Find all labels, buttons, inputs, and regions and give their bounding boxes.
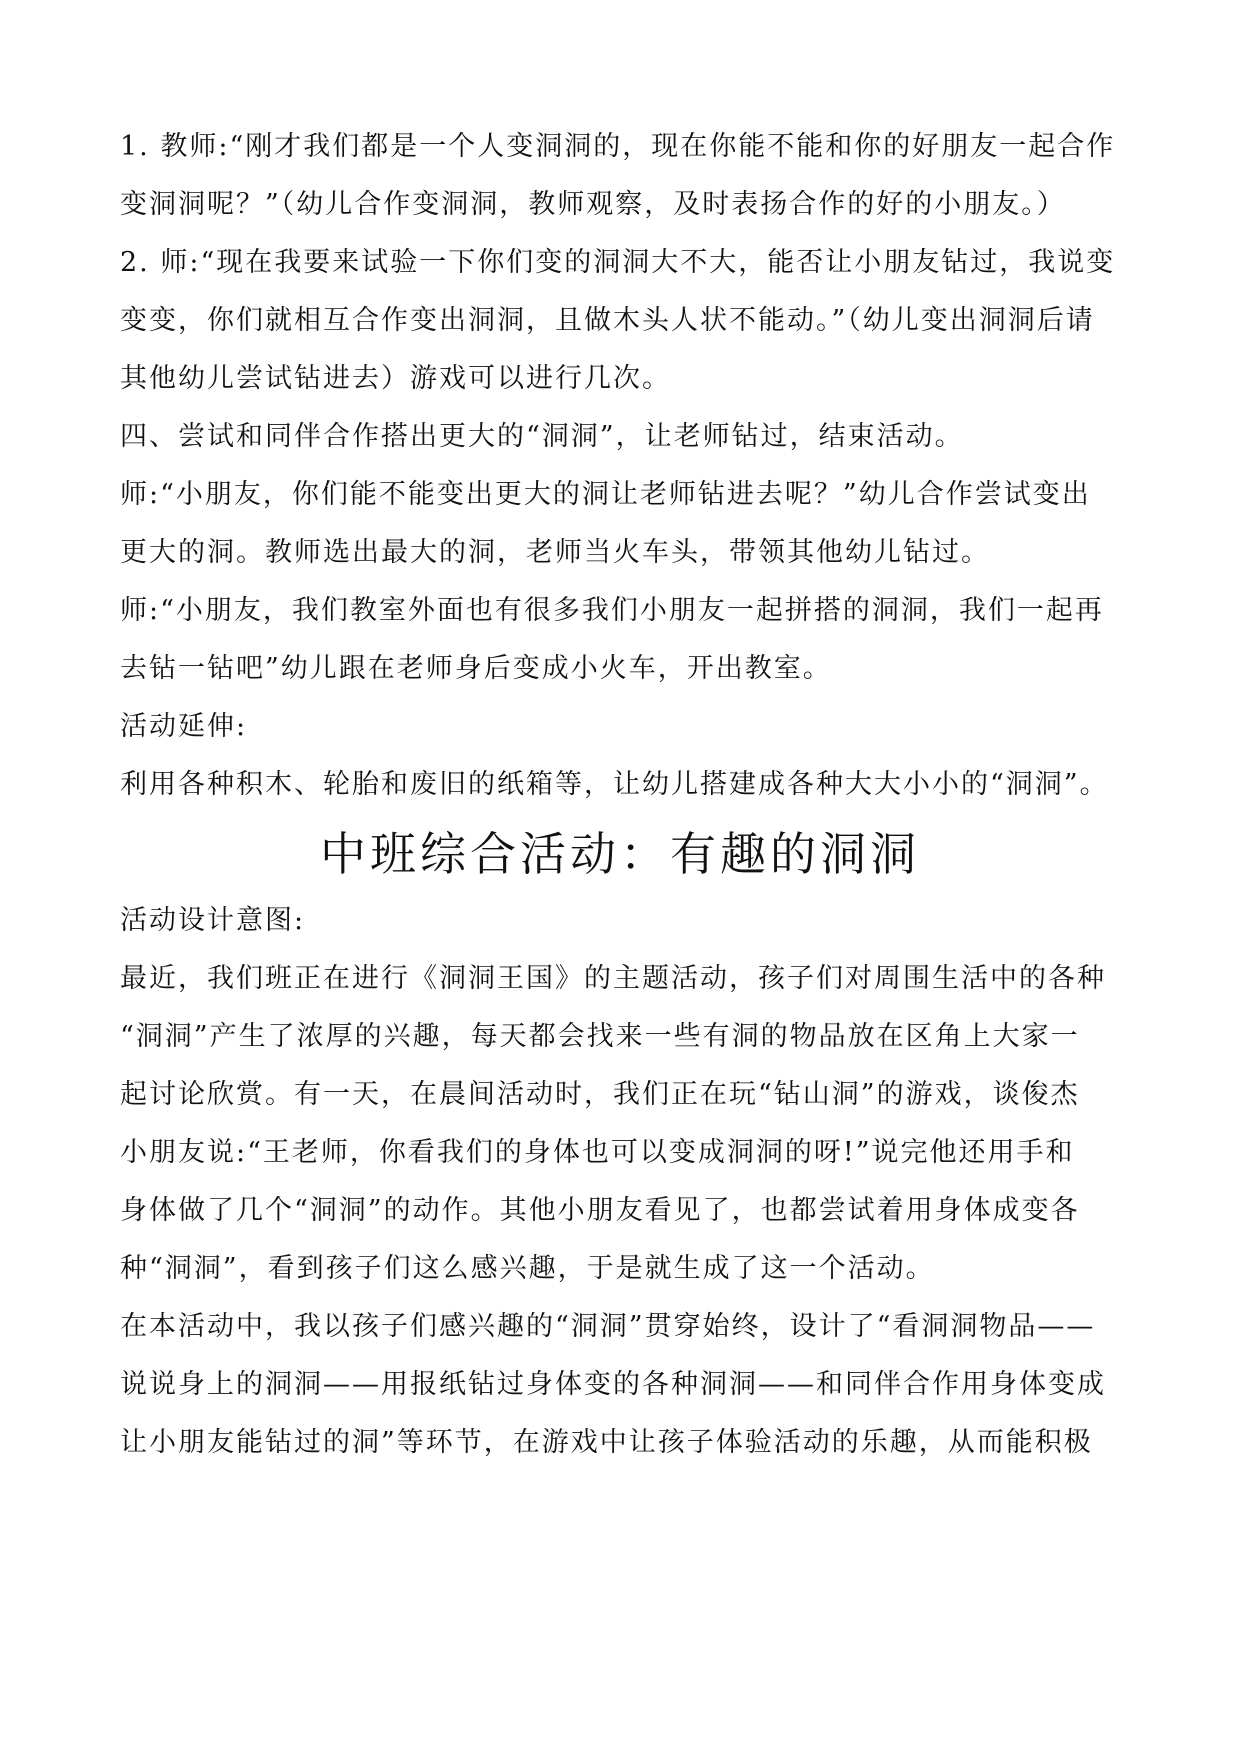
paragraph-line: 小朋友说:“王老师，你看我们的身体也可以变成洞洞的呀!”说完他还用手和 xyxy=(120,1137,1075,1168)
paragraph-line: 变变，你们就相互合作变出洞洞，且做木头人状不能动。”（幼儿变出洞洞后请 xyxy=(120,305,1095,336)
paragraph-line: “洞洞”产生了浓厚的兴趣，每天都会找来一些有洞的物品放在区角上大家一 xyxy=(120,1021,1080,1052)
paragraph-line: 1. 教师:“刚才我们都是一个人变洞洞的，现在你能不能和你的好朋友一起合作 xyxy=(120,131,1116,162)
paragraph-line: 师:“小朋友，我们教室外面也有很多我们小朋友一起拼搭的洞洞，我们一起再 xyxy=(120,595,1104,626)
paragraph-line: 身体做了几个“洞洞”的动作。其他小朋友看见了，也都尝试着用身体成变各 xyxy=(120,1195,1080,1226)
paragraph-line: 利用各种积木、轮胎和废旧的纸箱等，让幼儿搭建成各种大大小小的“洞洞”。 xyxy=(120,769,1109,800)
section-label: 活动设计意图: xyxy=(120,905,306,936)
paragraph-line: 其他幼儿尝试钻进去）游戏可以进行几次。 xyxy=(120,363,671,394)
paragraph-line: 更大的洞。教师选出最大的洞，老师当火车头，带领其他幼儿钻过。 xyxy=(120,537,990,568)
paragraph-line: 种“洞洞”，看到孩子们这么感兴趣，于是就生成了这一个活动。 xyxy=(120,1253,935,1284)
document-page xyxy=(120,118,1120,1472)
section-heading: 四、尝试和同伴合作搭出更大的“洞洞”，让老师钻过，结束活动。 xyxy=(120,421,964,452)
paragraph-line: 起讨论欣赏。有一天，在晨间活动时，我们正在玩“钻山洞”的游戏，谈俊杰 xyxy=(120,1079,1080,1110)
paragraph-line: 让小朋友能钻过的洞”等环节，在游戏中让孩子体验活动的乐趣，从而能积极 xyxy=(120,1427,1093,1458)
paragraph-line: 去钻一钻吧”幼儿跟在老师身后变成小火车，开出教室。 xyxy=(120,653,832,684)
document-title: 中班综合活动：有趣的洞洞 xyxy=(320,827,920,881)
paragraph-line: 最近，我们班正在进行《洞洞王国》的主题活动，孩子们对周围生活中的各种 xyxy=(120,963,1106,994)
paragraph-line: 在本活动中，我以孩子们感兴趣的“洞洞”贯穿始终，设计了“看洞洞物品—— xyxy=(120,1311,1096,1342)
section-label: 活动延伸: xyxy=(120,711,248,742)
paragraph-line: 变洞洞呢？”（幼儿合作变洞洞，教师观察，及时表扬合作的好的小朋友。） xyxy=(120,189,1066,220)
paragraph-line: 师:“小朋友，你们能不能变出更大的洞让老师钻进去呢？”幼儿合作尝试变出 xyxy=(120,479,1091,510)
paragraph-line: 说说身上的洞洞——用报纸钻过身体变的各种洞洞——和同伴合作用身体变成 xyxy=(120,1369,1106,1400)
paragraph-line: 2. 师:“现在我要来试验一下你们变的洞洞大不大，能否让小朋友钻过，我说变 xyxy=(120,247,1116,278)
